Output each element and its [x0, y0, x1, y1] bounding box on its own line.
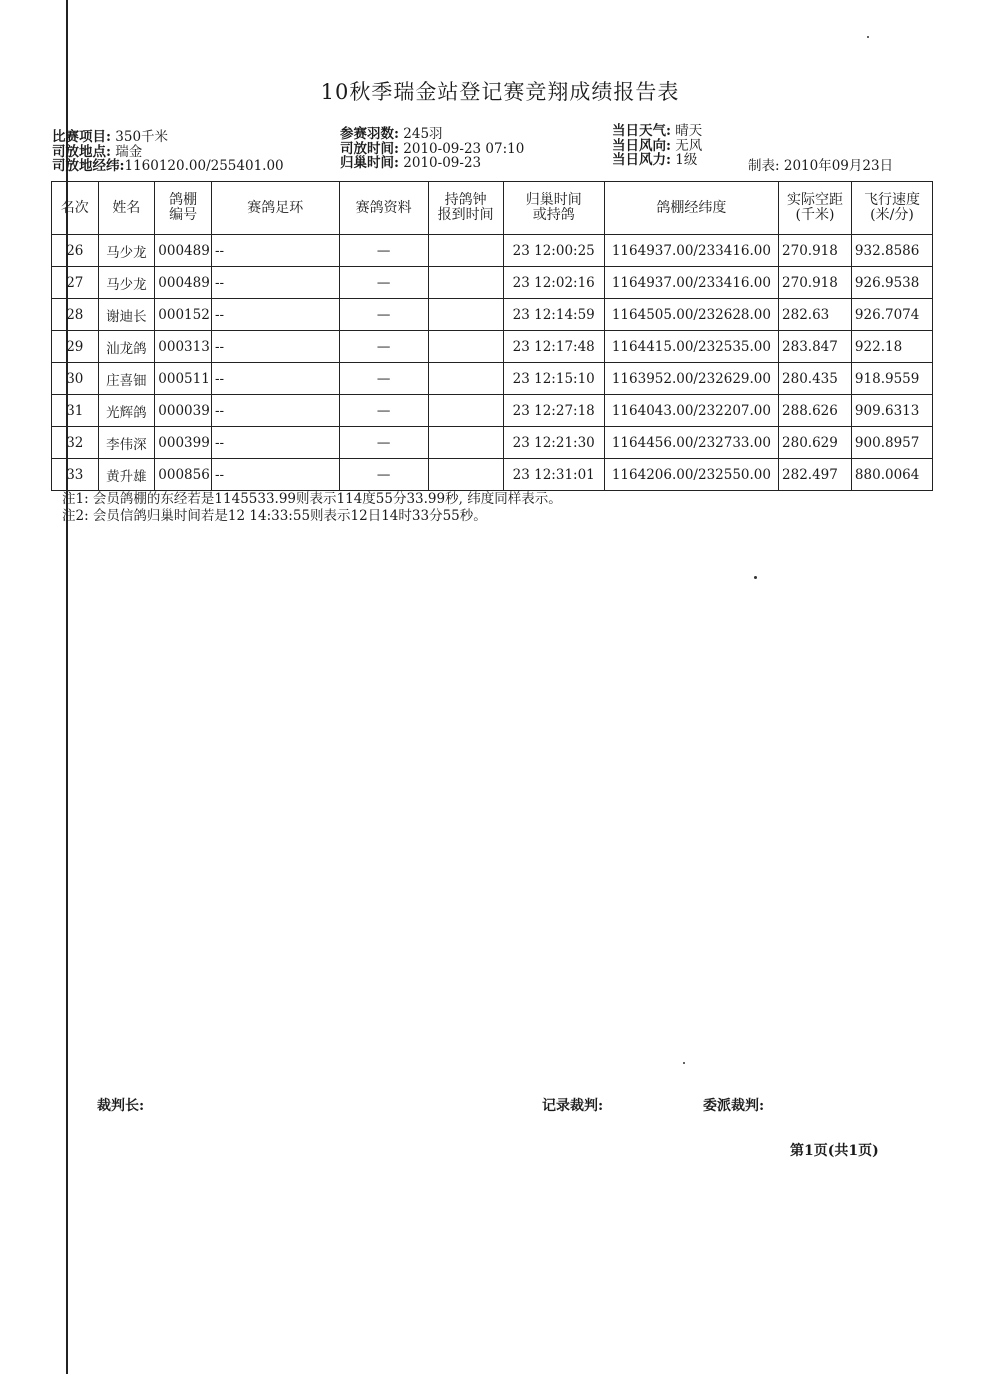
- table-row: [52, 331, 933, 363]
- cell-speed: 880.0064: [851, 459, 932, 491]
- cell-coords: 1164505.00/232628.00: [604, 299, 778, 331]
- cell-info: —: [339, 267, 428, 299]
- cell-ring: --: [211, 459, 339, 491]
- cell-info: —: [339, 331, 428, 363]
- return-time-value: 2010-09-23: [403, 155, 482, 171]
- cell-clock: [428, 363, 503, 395]
- cell-speed: 926.7074: [851, 299, 932, 331]
- scan-speck: [867, 36, 869, 38]
- header-return: 归巢时间 或持鸽: [503, 182, 604, 235]
- header-distance: 实际空距 (千米): [779, 182, 852, 235]
- cell-info: —: [339, 235, 428, 267]
- made-date: [748, 154, 893, 174]
- cell-info: —: [339, 459, 428, 491]
- table-row: [52, 395, 933, 427]
- cell-coords: 1164937.00/233416.00: [604, 235, 778, 267]
- cell-return: 23 12:00:25: [503, 235, 604, 267]
- release-coord-label: 司放地经纬:: [52, 158, 125, 174]
- cell-info: —: [339, 427, 428, 459]
- cell-distance: 270.918: [779, 267, 852, 299]
- cell-return: 23 12:02:16: [503, 267, 604, 299]
- scan-speck: [683, 1062, 685, 1064]
- entries-value: 245羽: [403, 126, 443, 142]
- made-value: 2010年09月23日: [783, 158, 894, 174]
- cell-ring: --: [211, 427, 339, 459]
- cell-info: —: [339, 363, 428, 395]
- cell-loft: 000511: [155, 363, 212, 395]
- header-rank: 名次: [52, 182, 99, 235]
- cell-coords: 1164937.00/233416.00: [604, 267, 778, 299]
- cell-name: 马少龙: [98, 267, 155, 299]
- table-row: [52, 235, 933, 267]
- release-place-value: 瑞金: [115, 143, 143, 160]
- wind-dir-value: 无风: [675, 137, 703, 154]
- cell-distance: 280.629: [779, 427, 852, 459]
- cell-ring: --: [211, 363, 339, 395]
- table-row: [52, 363, 933, 395]
- page-number: 第1页(共1页): [790, 1143, 879, 1159]
- cell-name: 光辉鸽: [98, 395, 155, 427]
- cell-loft: 000152: [155, 299, 212, 331]
- delegate-judge-label: 委派裁判:: [703, 1098, 765, 1114]
- return-time-label: 归巢时间:: [340, 155, 399, 171]
- cell-clock: [428, 299, 503, 331]
- cell-name: 汕龙鸽: [98, 331, 155, 363]
- recorder-judge-label: 记录裁判:: [542, 1098, 604, 1114]
- cell-return: 23 12:17:48: [503, 331, 604, 363]
- cell-coords: 1163952.00/232629.00: [604, 363, 778, 395]
- cell-name: 黄升雄: [98, 459, 155, 491]
- cell-rank: 26: [52, 235, 99, 267]
- release-time-label: 司放时间:: [340, 140, 399, 157]
- cell-info: —: [339, 395, 428, 427]
- cell-speed: 900.8957: [851, 427, 932, 459]
- table-row: [52, 299, 933, 331]
- scan-speck: [754, 576, 757, 579]
- cell-coords: 1164456.00/232733.00: [604, 427, 778, 459]
- cell-coords: 1164043.00/232207.00: [604, 395, 778, 427]
- cell-name: 谢迪长: [98, 299, 155, 331]
- release-place-label: 司放地点:: [52, 143, 111, 160]
- cell-rank: 28: [52, 299, 99, 331]
- wind-force-value: 1级: [675, 152, 698, 168]
- cell-rank: 30: [52, 363, 99, 395]
- cell-return: 23 12:31:01: [503, 459, 604, 491]
- wind-dir-label: 当日风向:: [612, 137, 671, 154]
- header-clock: 持鸽钟 报到时间: [428, 182, 503, 235]
- cell-distance: 282.497: [779, 459, 852, 491]
- note-1: 注1: 会员鸽棚的东经若是1145533.99则表示114度55分33.99秒, 纬度同样表示。: [62, 491, 562, 507]
- cell-name: 庄喜钿: [98, 363, 155, 395]
- cell-ring: --: [211, 267, 339, 299]
- cell-clock: [428, 395, 503, 427]
- weather-label: 当日天气:: [612, 123, 671, 139]
- cell-return: 23 12:21:30: [503, 427, 604, 459]
- weather-value: 晴天: [675, 123, 703, 139]
- cell-ring: --: [211, 331, 339, 363]
- race-info-left: [52, 130, 284, 174]
- cell-ring: --: [211, 299, 339, 331]
- release-coord-value: 1160120.00/255401.00: [124, 158, 284, 174]
- header-loft-no: 鸽棚 编号: [155, 182, 212, 235]
- cell-rank: 32: [52, 427, 99, 459]
- cell-return: 23 12:27:18: [503, 395, 604, 427]
- report-title: 10秋季瑞金站登记赛竞翔成绩报告表: [320, 80, 680, 104]
- made-label: 制表:: [748, 158, 780, 174]
- cell-speed: 909.6313: [851, 395, 932, 427]
- results-table: [51, 181, 933, 491]
- cell-clock: [428, 459, 503, 491]
- cell-info: —: [339, 299, 428, 331]
- entries-label: 参赛羽数:: [340, 126, 399, 142]
- cell-rank: 31: [52, 395, 99, 427]
- notes: [62, 491, 562, 525]
- race-info-right: [612, 124, 702, 168]
- cell-loft: 000856: [155, 459, 212, 491]
- cell-loft: 000399: [155, 427, 212, 459]
- cell-speed: 918.9559: [851, 363, 932, 395]
- table-row: [52, 267, 933, 299]
- cell-name: 马少龙: [98, 235, 155, 267]
- cell-return: 23 12:14:59: [503, 299, 604, 331]
- cell-distance: 270.918: [779, 235, 852, 267]
- table-header-row: [52, 182, 933, 235]
- cell-distance: 280.435: [779, 363, 852, 395]
- cell-speed: 926.9538: [851, 267, 932, 299]
- note-2: 注2: 会员信鸽归巢时间若是12 14:33:55则表示12日14时33分55秒。: [62, 508, 487, 524]
- cell-speed: 932.8586: [851, 235, 932, 267]
- race-info-middle: [340, 127, 524, 171]
- cell-clock: [428, 331, 503, 363]
- cell-rank: 33: [52, 459, 99, 491]
- cell-distance: 283.847: [779, 331, 852, 363]
- cell-speed: 922.18: [851, 331, 932, 363]
- race-item-value: 350千米: [115, 129, 169, 145]
- cell-loft: 000313: [155, 331, 212, 363]
- chief-judge-label: 裁判长:: [97, 1098, 145, 1114]
- cell-clock: [428, 235, 503, 267]
- cell-distance: 282.63: [779, 299, 852, 331]
- cell-clock: [428, 427, 503, 459]
- table-row: [52, 427, 933, 459]
- cell-rank: 29: [52, 331, 99, 363]
- table-row: [52, 459, 933, 491]
- cell-clock: [428, 267, 503, 299]
- cell-loft: 000489: [155, 235, 212, 267]
- header-ring: 赛鸽足环: [211, 182, 339, 235]
- header-name: 姓名: [98, 182, 155, 235]
- wind-force-label: 当日风力:: [612, 152, 671, 168]
- header-speed: 飞行速度 (米/分): [851, 182, 932, 235]
- cell-ring: --: [211, 235, 339, 267]
- cell-ring: --: [211, 395, 339, 427]
- race-item-label: 比赛项目:: [52, 129, 111, 145]
- cell-coords: 1164206.00/232550.00: [604, 459, 778, 491]
- cell-distance: 288.626: [779, 395, 852, 427]
- header-coords: 鸽棚经纬度: [604, 182, 778, 235]
- cell-name: 李伟深: [98, 427, 155, 459]
- header-info: 赛鸽资料: [339, 182, 428, 235]
- cell-coords: 1164415.00/232535.00: [604, 331, 778, 363]
- release-time-value: 2010-09-23 07:10: [403, 140, 525, 157]
- cell-rank: 27: [52, 267, 99, 299]
- cell-loft: 000489: [155, 267, 212, 299]
- cell-return: 23 12:15:10: [503, 363, 604, 395]
- cell-loft: 000039: [155, 395, 212, 427]
